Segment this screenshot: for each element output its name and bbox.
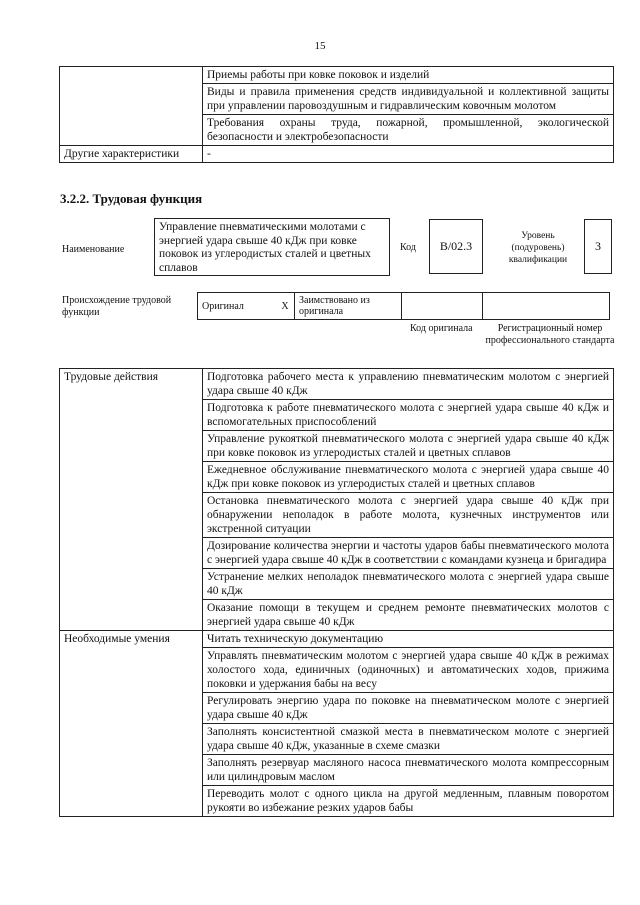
- labor-actions-label: Трудовые действия: [60, 369, 203, 631]
- registration-number-caption: Регистрационный номер профессионального стандарта: [485, 323, 615, 346]
- other-characteristics-label: Другие характеристики: [60, 146, 203, 163]
- code-value-box: B/02.3: [429, 219, 483, 274]
- skill-item: Переводить молот с одного цикла на другой медленным, плавным поворотом рукояти во избежание резких ударов бабы: [203, 786, 614, 817]
- knowledge-item: Приемы работы при ковке поковок и изделий: [203, 67, 614, 84]
- labor-action-item: Управление рукояткой пневматического молота с энергией удара свыше 40 кДж при ковке поковок из углеродистых сталей и цветных сплавов: [203, 431, 614, 462]
- labor-action-item: Ежедневное обслуживание пневматического молота с энергией удара свыше 40 кДж при ковке поковок из углеродистых сталей и цветных сплавов: [203, 462, 614, 493]
- empty-label-cell: [60, 67, 203, 146]
- skill-item: Заполнять консистентной смазкой места в пневматическом молоте с энергией удара свыше 40 кДж, указанные в схеме смазки: [203, 724, 614, 755]
- page-number: 15: [314, 40, 326, 52]
- labor-action-item: Оказание помощи в текущем и среднем ремонте пневматических молотов с энергией удара свыше 40 кДж: [203, 600, 614, 631]
- skill-item: Заполнять резервуар масляного насоса пневматического молота компрессорным или цилиндровым маслом: [203, 755, 614, 786]
- knowledge-item: Требования охраны труда, пожарной, промышленной, экологической безопасности и электробезопасности: [203, 115, 614, 146]
- labor-action-item: Подготовка к работе пневматического молота с энергией удара свыше 40 кДж и вспомогательных приспособлений: [203, 400, 614, 431]
- skill-item: Регулировать энергию удара по поковке на пневматическом молоте с энергией удара свыше 40 кДж: [203, 693, 614, 724]
- skill-item: Управлять пневматическим молотом с энергией удара свыше 40 кДж в режимах холостого хода, единичных (одиночных) и автоматических ходов, прижима поковки и удержания бабы на весу: [203, 648, 614, 693]
- original-code-cell: [402, 293, 483, 320]
- skill-item: Читать техническую документацию: [203, 631, 614, 648]
- origin-table: [197, 292, 610, 320]
- origin-label: Происхождение трудовой функции: [62, 295, 172, 318]
- labor-action-item: Дозирование количества энергии и частоты ударов бабы пневматического молота с энергией удара свыше 40 кДж в соответствии с командами кузнеца и бригадира: [203, 538, 614, 569]
- characteristics-table: [59, 66, 614, 163]
- knowledge-item: Виды и правила применения средств индивидуальной и коллективной защиты при управлении паровоздушным и гидравлическим ковочным молотом: [203, 84, 614, 115]
- section-title: 3.2.2. Трудовая функция: [60, 191, 203, 206]
- qualification-level-label: Уровень (подуровень) квалификации: [508, 231, 568, 265]
- naming-label: Наименование: [62, 244, 125, 255]
- labor-function-table: [59, 368, 614, 817]
- labor-action-item: Остановка пневматического молота с энергией удара свыше 40 кДж при обнаружении неполадок в работе молота, кузнечных инструментов или экстренной ситуации: [203, 493, 614, 538]
- code-label: Код: [400, 242, 416, 253]
- labor-action-item: Устранение мелких неполадок пневматического молота с энергией удара свыше 40 кДж: [203, 569, 614, 600]
- registration-number-cell: [483, 293, 610, 320]
- labor-action-item: Подготовка рабочего места к управлению пневматическим молотом с энергией удара свыше 40 кДж: [203, 369, 614, 400]
- original-label: Оригинал: [198, 293, 277, 320]
- original-mark: X: [276, 293, 295, 320]
- original-code-caption: Код оригинала: [410, 323, 473, 334]
- qualification-level-box: 3: [584, 219, 612, 274]
- other-characteristics-value: -: [203, 146, 614, 163]
- skills-label: Необходимые умения: [60, 631, 203, 817]
- borrowed-label: Заимствовано из оригинала: [295, 293, 402, 320]
- function-name-box: Управление пневматическими молотами с энергией удара свыше 40 кДж при ковке поковок из углеродистых сталей и цветных сплавов: [154, 218, 390, 276]
